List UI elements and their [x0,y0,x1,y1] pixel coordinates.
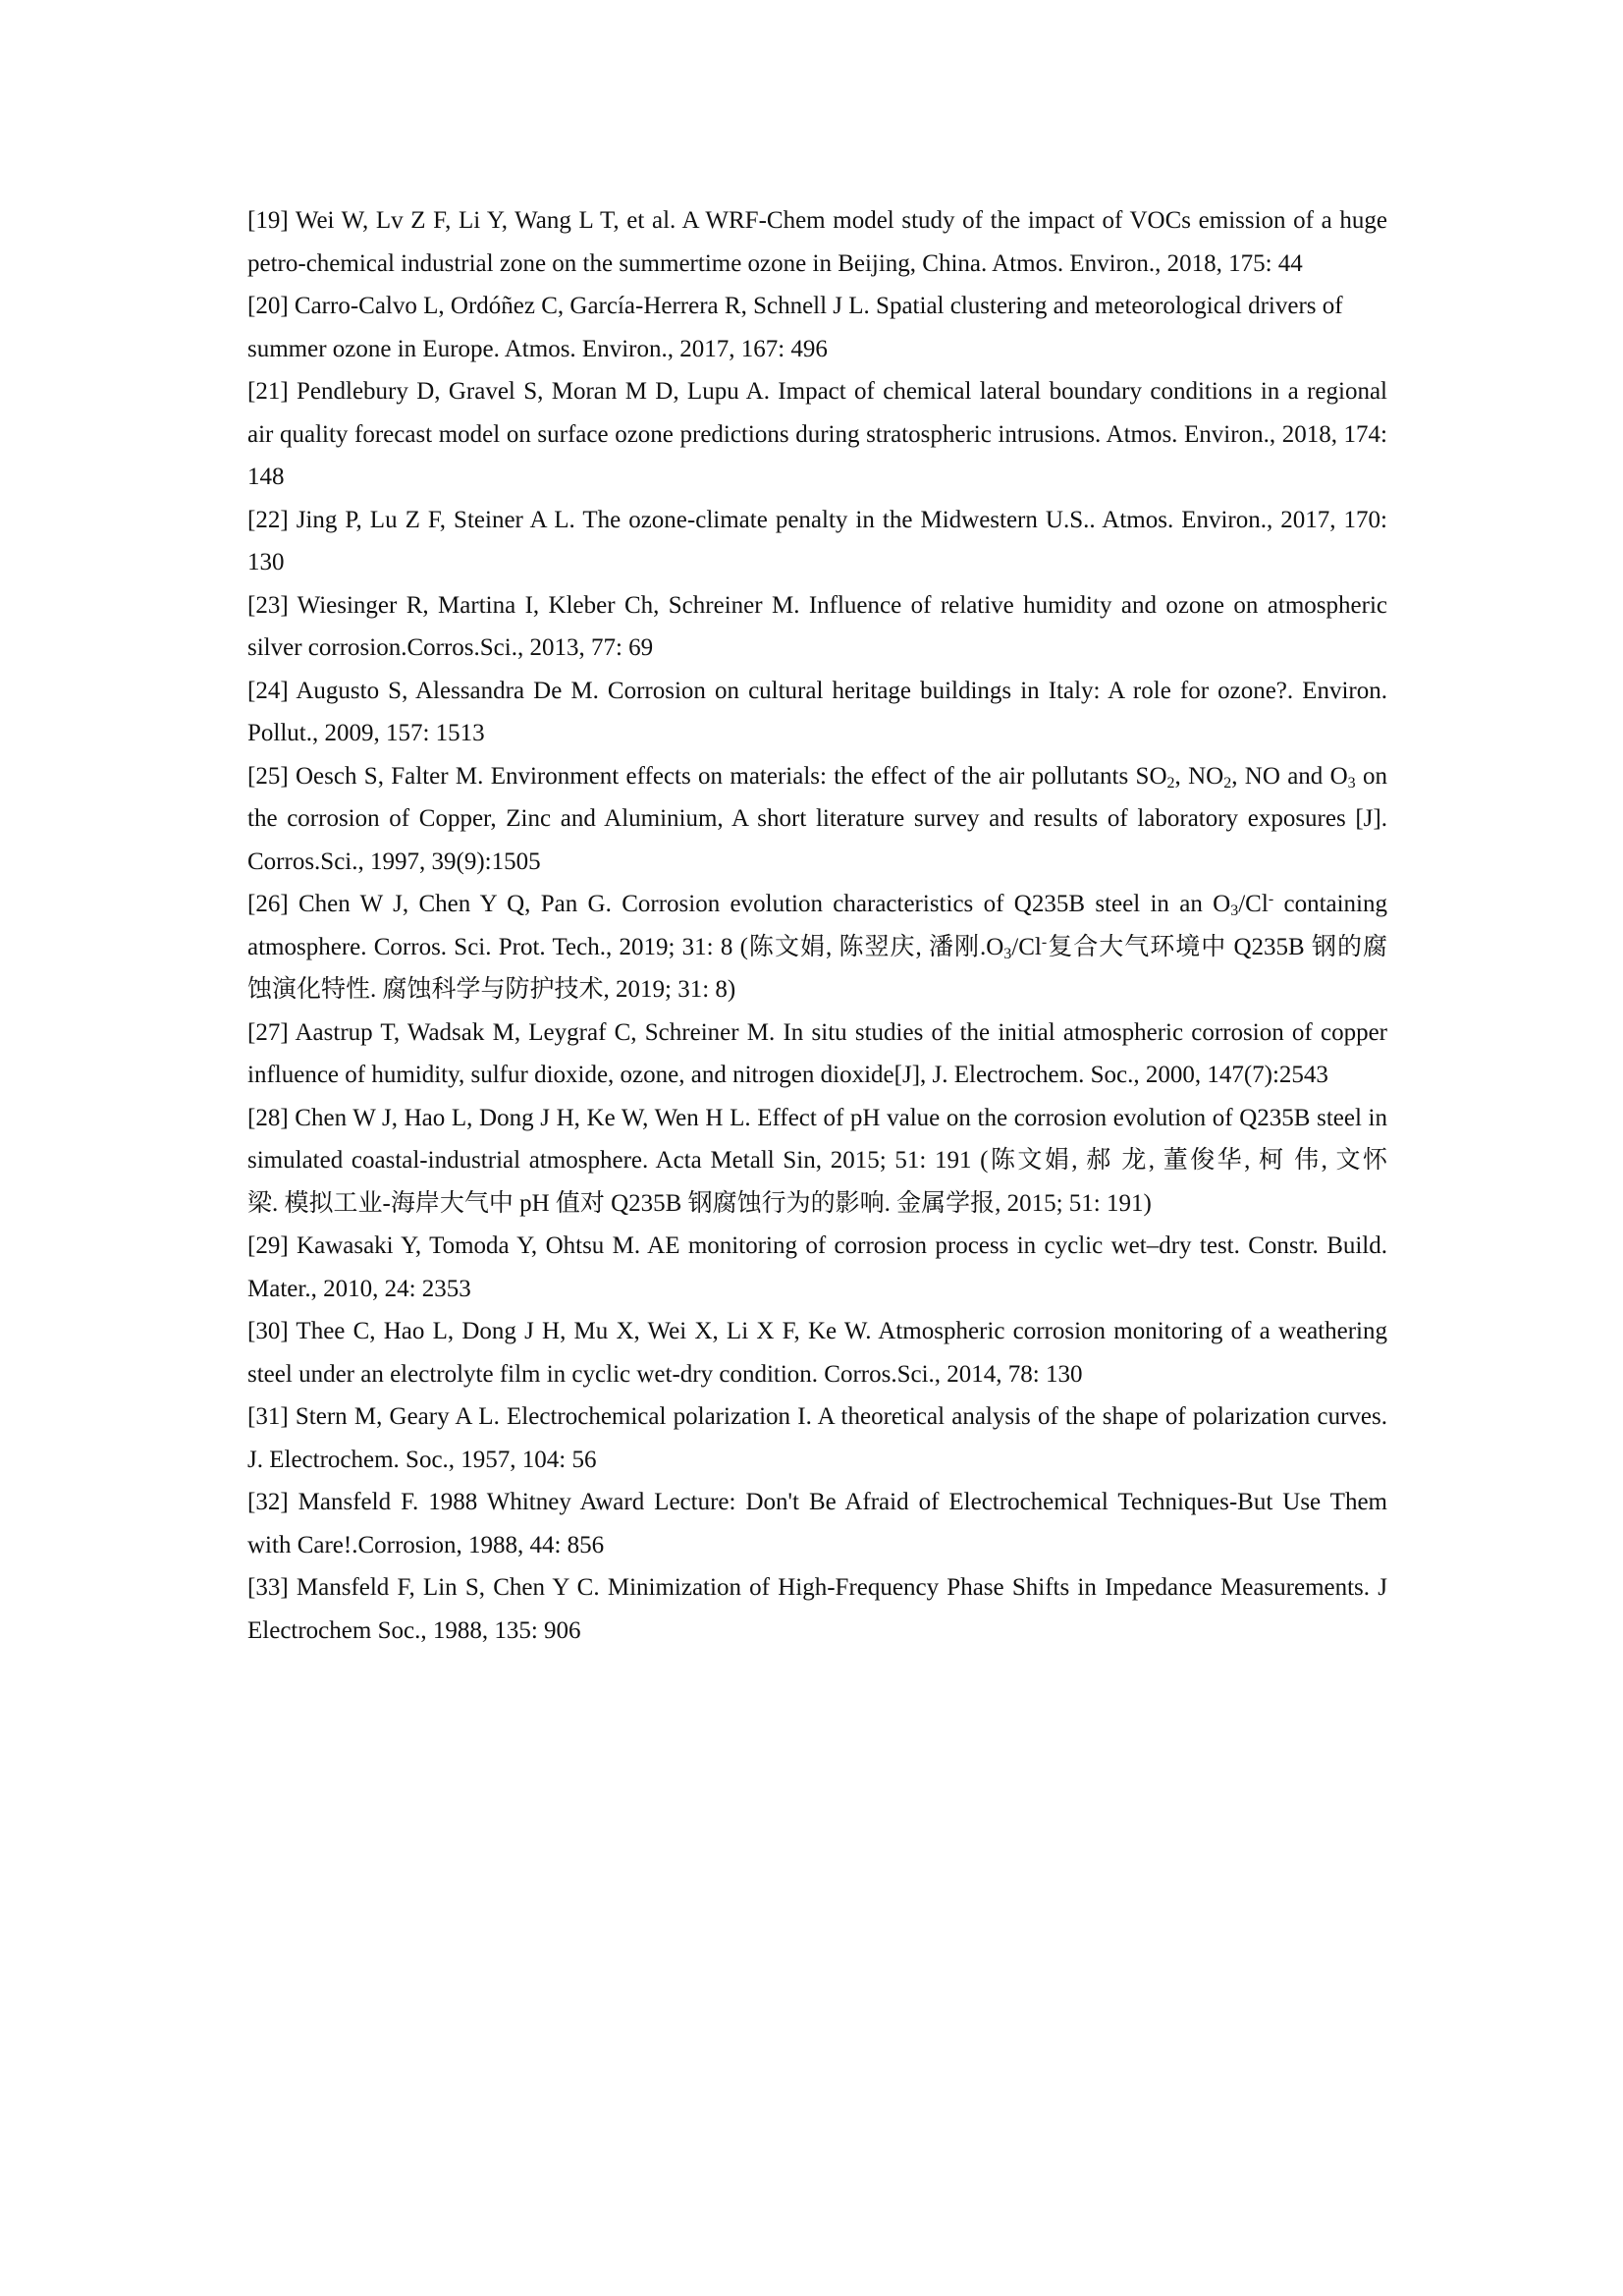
reference-label: [22] [247,506,289,533]
reference-line [247,968,1387,1011]
reference-26 [247,883,1387,1011]
reference-label: [33] [247,1574,289,1601]
reference-line [247,328,1387,371]
reference-text: on [1355,762,1387,790]
reference-text: Corros.Sci., 1997, 39(9):1505 [247,847,541,875]
reference-label: [24] [247,677,289,704]
reference-line [247,926,1387,969]
reference-line [247,541,1387,584]
reference-21 [247,370,1387,499]
reference-line [247,1097,1387,1140]
reference-line [247,456,1387,499]
reference-text: petro-chemical industrial zone on the summertime ozone in Beijing, China. Atmos. Environ., 2018, 175: 44 [247,249,1303,277]
reference-text: influence of humidity, sulfur dioxide, ozone, and nitrogen dioxide[J], J. Electrochem. Soc., 2000, 147(7):2543 [247,1062,1328,1088]
reference-text: 复合大气环境中 Q235B 钢的腐 [1047,933,1387,960]
reference-label: [21] [247,378,289,405]
reference-text: Thee C, Hao L, Dong J H, Mu X, Wei X, Li X F, Ke W. Atmospheric corrosion monitoring of a weathering [296,1318,1387,1344]
reference-text: 梁. 模拟工业-海岸大气中 pH 值对 Q235B 钢腐蚀行为的影响. 金属学报, 2015; 51: 191) [247,1189,1152,1217]
reference-label: [28] [247,1104,289,1131]
reference-line [247,712,1387,755]
reference-line [247,243,1387,286]
reference-28 [247,1097,1387,1226]
reference-29 [247,1225,1387,1310]
reference-text: Wei W, Lv Z F, Li Y, Wang L T, et al. A WRF-Chem model study of the impact of VOCs emission of a huge [295,207,1387,234]
reference-line [247,627,1387,670]
subscript: 3 [1230,902,1239,920]
reference-text: air quality forecast model on surface ozone predictions during stratospheric intrusions. Atmos. Environ., 2018, 174: [247,420,1387,448]
reference-label: [23] [247,591,289,619]
reference-text: Oesch S, Falter M. Environment effects on materials: the effect of the air pollutants SO [295,762,1167,790]
reference-line [247,1524,1387,1567]
reference-line [247,1139,1387,1182]
reference-text: Kawasaki Y, Tomoda Y, Ohtsu M. AE monitoring of corrosion process in cyclic wet–dry test. Constr. Build. [297,1232,1388,1259]
reference-line [247,1353,1387,1396]
reference-line [247,1011,1387,1055]
reference-label: [20] [247,293,289,319]
reference-label: [19] [247,207,289,234]
reference-text: Augusto S, Alessandra De M. Corrosion on cultural heritage buildings in Italy: A role for ozone?. Environ. [296,677,1388,704]
reference-line [247,499,1387,542]
reference-text: summer ozone in Europe. Atmos. Environ., 2017, 167: 496 [247,335,828,362]
reference-text: atmosphere. Corros. Sci. Prot. Tech., 2019; 31: 8 (陈文娟, 陈翌庆, 潘刚.O [247,933,1004,960]
reference-line [247,1481,1387,1524]
reference-text: with Care!.Corrosion, 1988, 44: 856 [247,1531,605,1558]
reference-text: Chen W J, Chen Y Q, Pan G. Corrosion evolution characteristics of Q235B steel in an O [298,891,1231,917]
reference-line [247,413,1387,457]
reference-text: the corrosion of Copper, Zinc and Aluminium, A short literature survey and results of laboratory exposures [J]. [247,805,1387,832]
reference-line [247,797,1387,841]
reference-27 [247,1011,1387,1097]
reference-22 [247,499,1387,584]
reference-line [247,1439,1387,1482]
reference-line [247,1566,1387,1610]
reference-line [247,755,1387,798]
subscript: 3 [1003,945,1012,962]
reference-line [247,1182,1387,1226]
reference-text: Stern M, Geary A L. Electrochemical polarization I. A theoretical analysis of the shape of polarization curves. [295,1403,1388,1430]
reference-line [247,1610,1387,1653]
reference-text: J. Electrochem. Soc., 1957, 104: 56 [247,1446,597,1473]
reference-33 [247,1566,1387,1652]
subscript: 3 [1347,774,1356,792]
reference-line [247,883,1387,926]
reference-30 [247,1310,1387,1395]
reference-line [247,199,1387,243]
reference-text: Mater., 2010, 24: 2353 [247,1275,471,1302]
reference-text: /Cl [1011,933,1042,960]
reference-text: containing [1273,891,1388,917]
reference-label: [27] [247,1018,289,1046]
reference-label: [31] [247,1403,289,1430]
superscript: - [1041,933,1048,951]
reference-text: Mansfeld F, Lin S, Chen Y C. Minimization of High-Frequency Phase Shifts in Impedance Measurements. J [296,1574,1387,1601]
reference-line [247,841,1387,884]
subscript: 2 [1223,774,1232,792]
reference-label: [32] [247,1489,289,1515]
reference-text: Mansfeld F. 1988 Whitney Award Lecture: Don't Be Afraid of Electrochemical Techniques-But Use Them [298,1489,1388,1515]
reference-23 [247,584,1387,670]
reference-line [247,1268,1387,1311]
reference-list [247,199,1387,1652]
reference-line [247,584,1387,628]
reference-20 [247,285,1387,370]
reference-text: , NO and O [1231,762,1348,790]
reference-text: simulated coastal-industrial atmosphere. Acta Metall Sin, 2015; 51: 191 (陈文娟, 郝 龙, 董俊华, 柯 伟, 文怀 [247,1147,1387,1174]
reference-text: 蚀演化特性. 腐蚀科学与防护技术, 2019; 31: 8) [247,976,736,1003]
reference-line [247,1054,1387,1097]
reference-text: Pendlebury D, Gravel S, Moran M D, Lupu A. Impact of chemical lateral boundary conditions in a regional [297,378,1387,405]
reference-text: Pollut., 2009, 157: 1513 [247,720,485,746]
reference-line [247,1225,1387,1268]
reference-24 [247,670,1387,755]
reference-label: [29] [247,1232,289,1259]
reference-32 [247,1481,1387,1566]
reference-line [247,1395,1387,1439]
reference-label: [25] [247,762,289,790]
reference-line [247,285,1387,328]
reference-text: 130 [247,549,285,575]
reference-text: Wiesinger R, Martina I, Kleber Ch, Schreiner M. Influence of relative humidity and ozone on atmospheric [297,591,1387,619]
subscript: 2 [1166,774,1175,792]
reference-19 [247,199,1387,285]
reference-text: steel under an electrolyte film in cyclic wet-dry condition. Corros.Sci., 2014, 78: 130 [247,1360,1083,1388]
reference-label: [30] [247,1318,289,1344]
reference-text: Chen W J, Hao L, Dong J H, Ke W, Wen H L. Effect of pH value on the corrosion evolution of Q235B steel in [295,1104,1388,1131]
reference-label: [26] [247,891,289,917]
reference-text: Electrochem Soc., 1988, 135: 906 [247,1616,581,1644]
reference-text: Carro-Calvo L, Ordóñez C, García-Herrera R, Schnell J L. Spatial clustering and meteorological drivers of [294,293,1343,319]
reference-line [247,670,1387,713]
reference-text: 148 [247,464,285,490]
reference-line [247,1310,1387,1353]
reference-text: Jing P, Lu Z F, Steiner A L. The ozone-climate penalty in the Midwestern U.S.. Atmos. Environ., 2017, 170: [296,506,1388,533]
reference-text: , NO [1174,762,1224,790]
reference-text: /Cl [1238,891,1269,917]
superscript: - [1268,891,1274,908]
reference-25 [247,755,1387,884]
reference-text: Aastrup T, Wadsak M, Leygraf C, Schreiner M. In situ studies of the initial atmospheric corrosion of copper [295,1018,1387,1046]
reference-text: silver corrosion.Corros.Sci., 2013, 77: 69 [247,634,654,661]
reference-line [247,370,1387,413]
reference-31 [247,1395,1387,1481]
